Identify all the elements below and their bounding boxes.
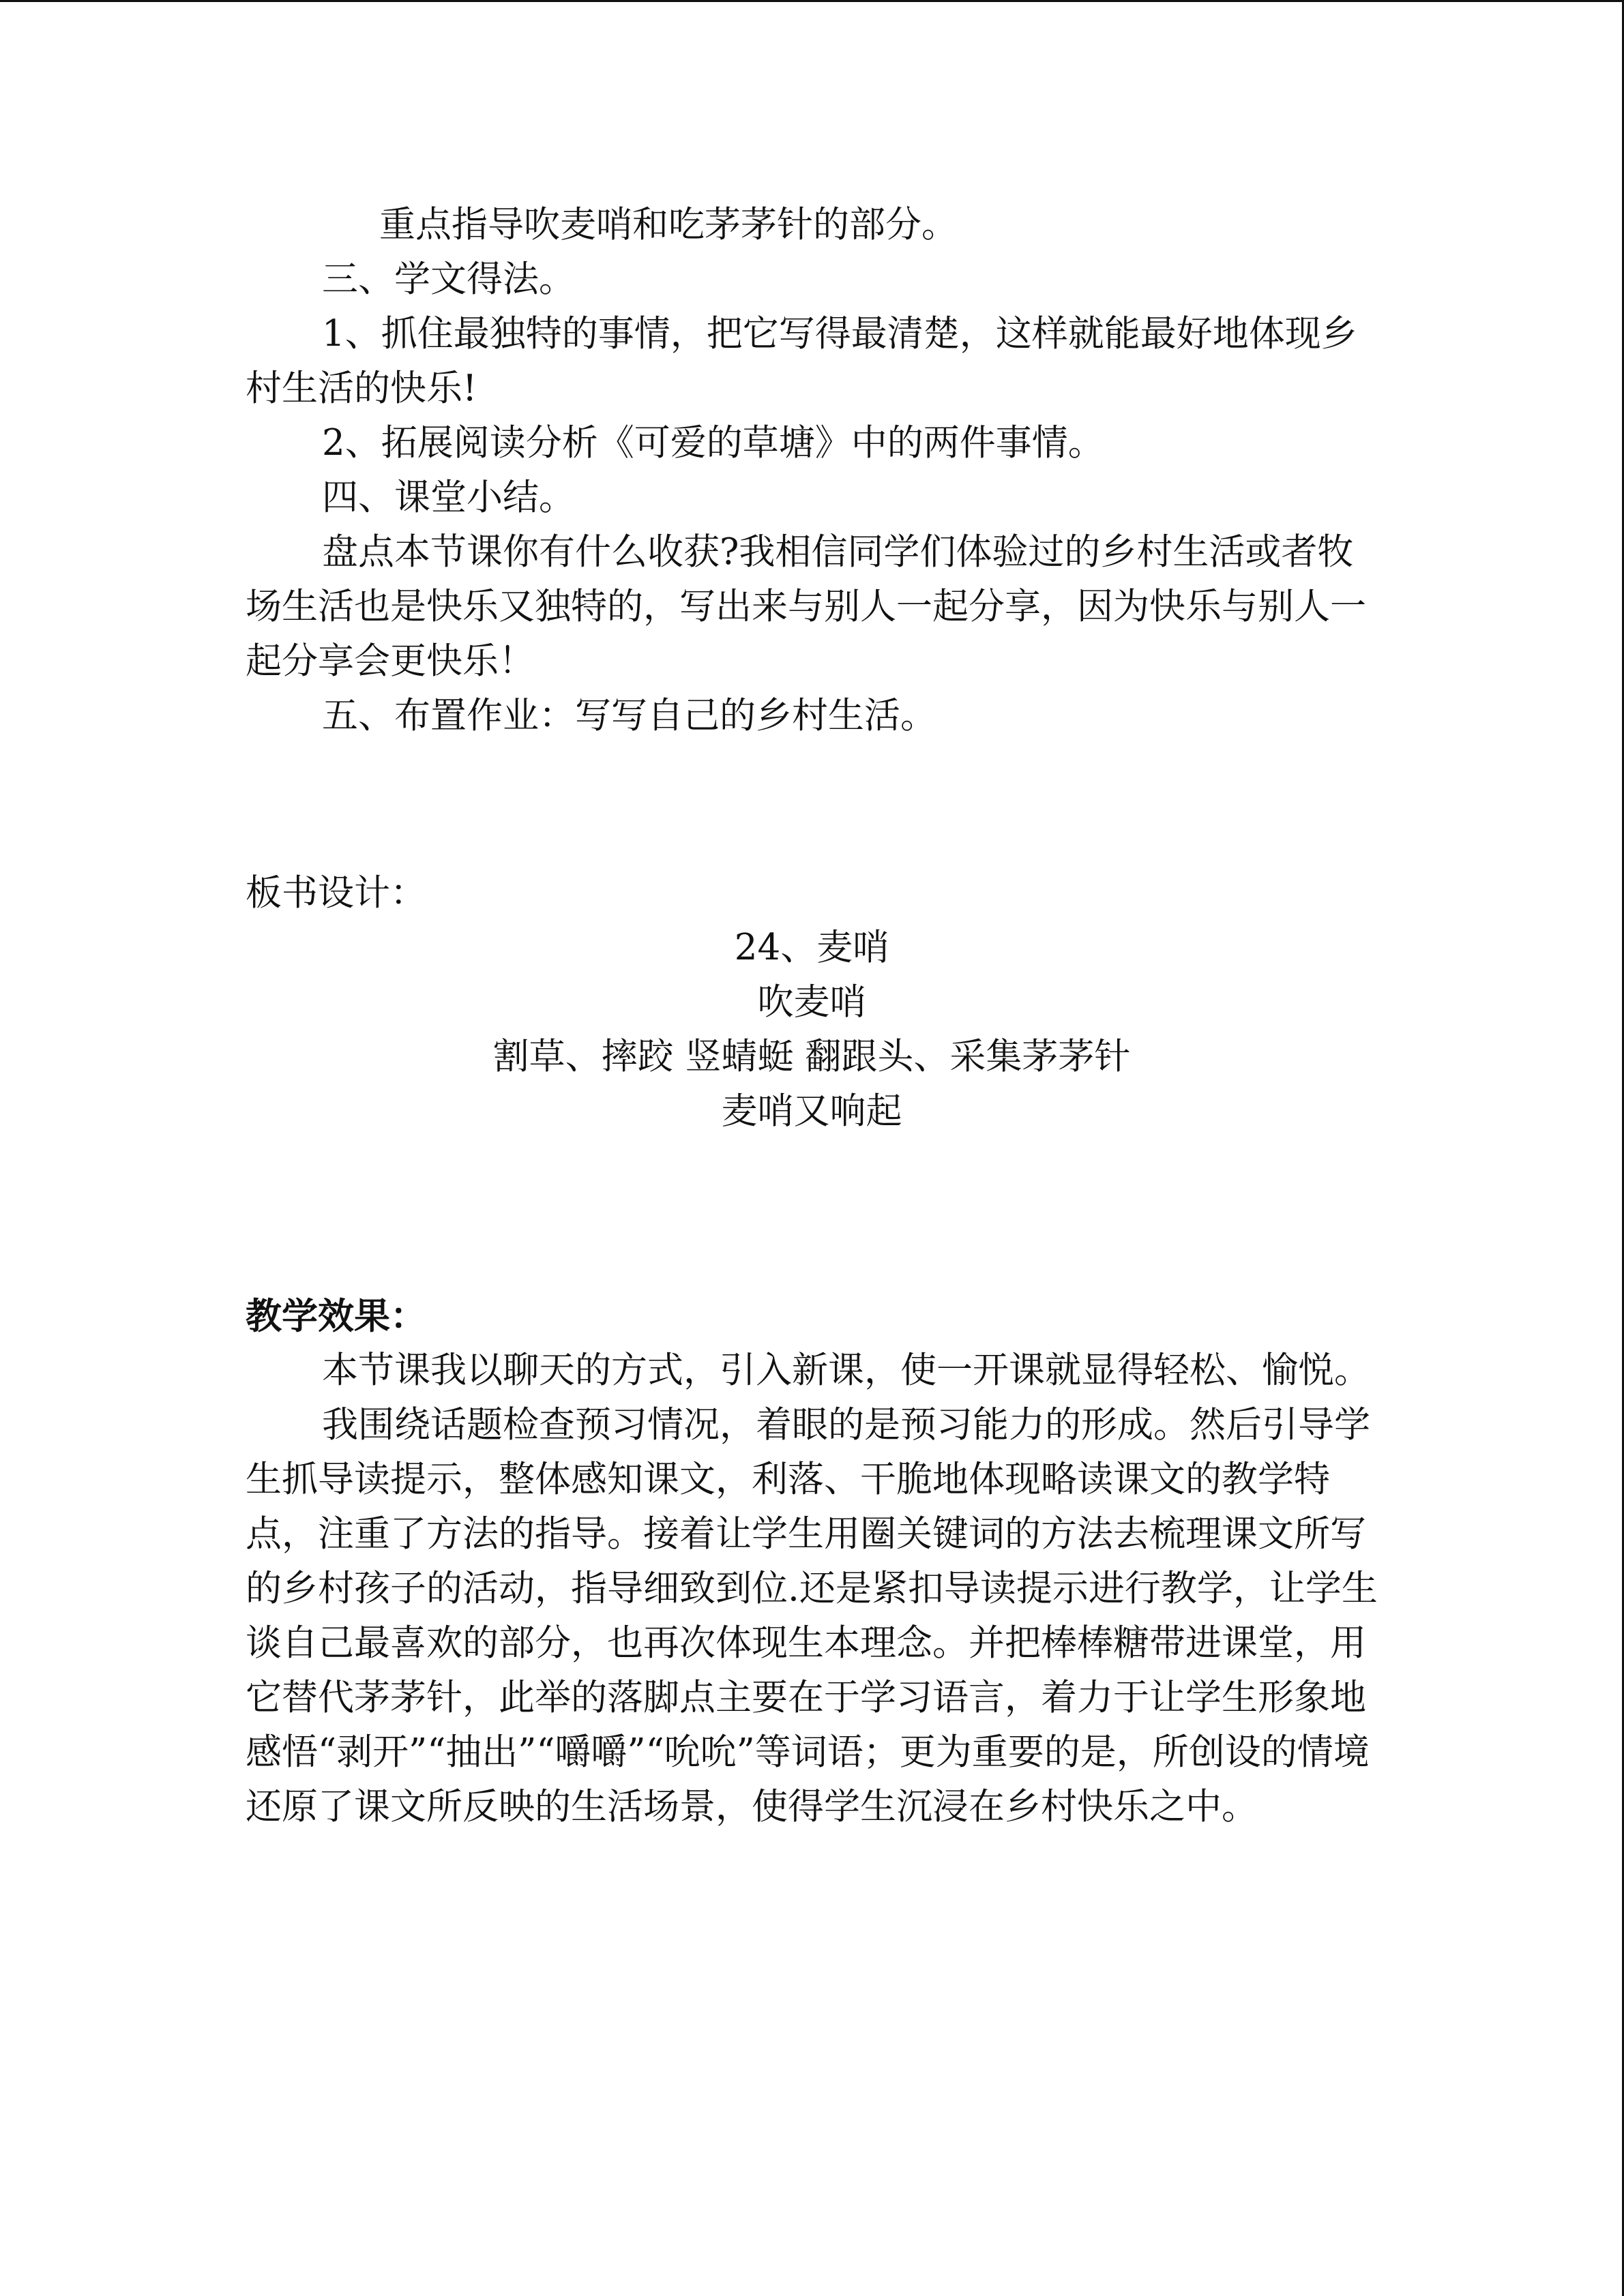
- section3-item2: 2、拓展阅读分析《可爱的草塘》中的两件事情。: [322, 422, 1104, 464]
- teaching-effect-para2: 我围绕话题检查预习情况，着眼的是预习能力的形成。然后引导学生抓导读提示，整体感知课文，利落、干脆地体现略读课文的教学特点，注重了方法的指导。接着让学生用圈关键词的方法去梳理课文所写的乡村孩子的活动，指导细致到位.还是紧扣导读提示进行教学，让学生谈自己最喜欢的部分，也再次体现生本理念。并把棒棒糖带进课堂，用它替代茅茅针，此举的落脚点主要在于学习语言，着力于让学生形象地感悟“剥开”“抽出”“嚼嚼”“吮吮”等词语；更为重要的是，所创设的情境还原了课文所反映的生活场景，使得学生沉浸在乡村快乐之中。: [246, 1404, 1378, 1828]
- section-spacer: [246, 743, 1378, 866]
- document-page: [246, 198, 1378, 1834]
- section4-title: 四、课堂小结。: [322, 477, 575, 518]
- board-design-label: 板书设计：: [246, 872, 426, 914]
- focus-guidance-text: 重点指导吹麦哨和吃茅茅针的部分。: [379, 204, 958, 245]
- section-spacer: [246, 1139, 1378, 1289]
- board-design-title: 24、麦哨: [734, 927, 889, 968]
- section3-item1: 1、抓住最独特的事情，把它写得最清楚，这样就能最好地体现乡村生活的快乐!: [246, 313, 1357, 409]
- section4-text: 盘点本节课你有什么收获?我相信同学们体验过的乡村生活或者牧场生活也是快乐又独特的，写出来与别人一起分享，因为快乐与别人一起分享会更快乐！: [246, 531, 1366, 682]
- board-design-line2: 割草、摔跤 竖蜻蜓 翻跟头、采集茅茅针: [492, 1036, 1131, 1077]
- teaching-effect-label: 教学效果：: [246, 1295, 426, 1337]
- section5-title: 五、布置作业：写写自己的乡村生活。: [322, 695, 936, 736]
- board-design-line3: 麦哨又响起: [721, 1090, 902, 1132]
- teaching-effect-para1: 本节课我以聊天的方式，引入新课，使一开课就显得轻松、愉悦。: [322, 1350, 1370, 1391]
- section3-title: 三、学文得法。: [322, 258, 575, 300]
- top-border-line: [0, 0, 1624, 2]
- board-design-line1: 吹麦哨: [757, 981, 866, 1023]
